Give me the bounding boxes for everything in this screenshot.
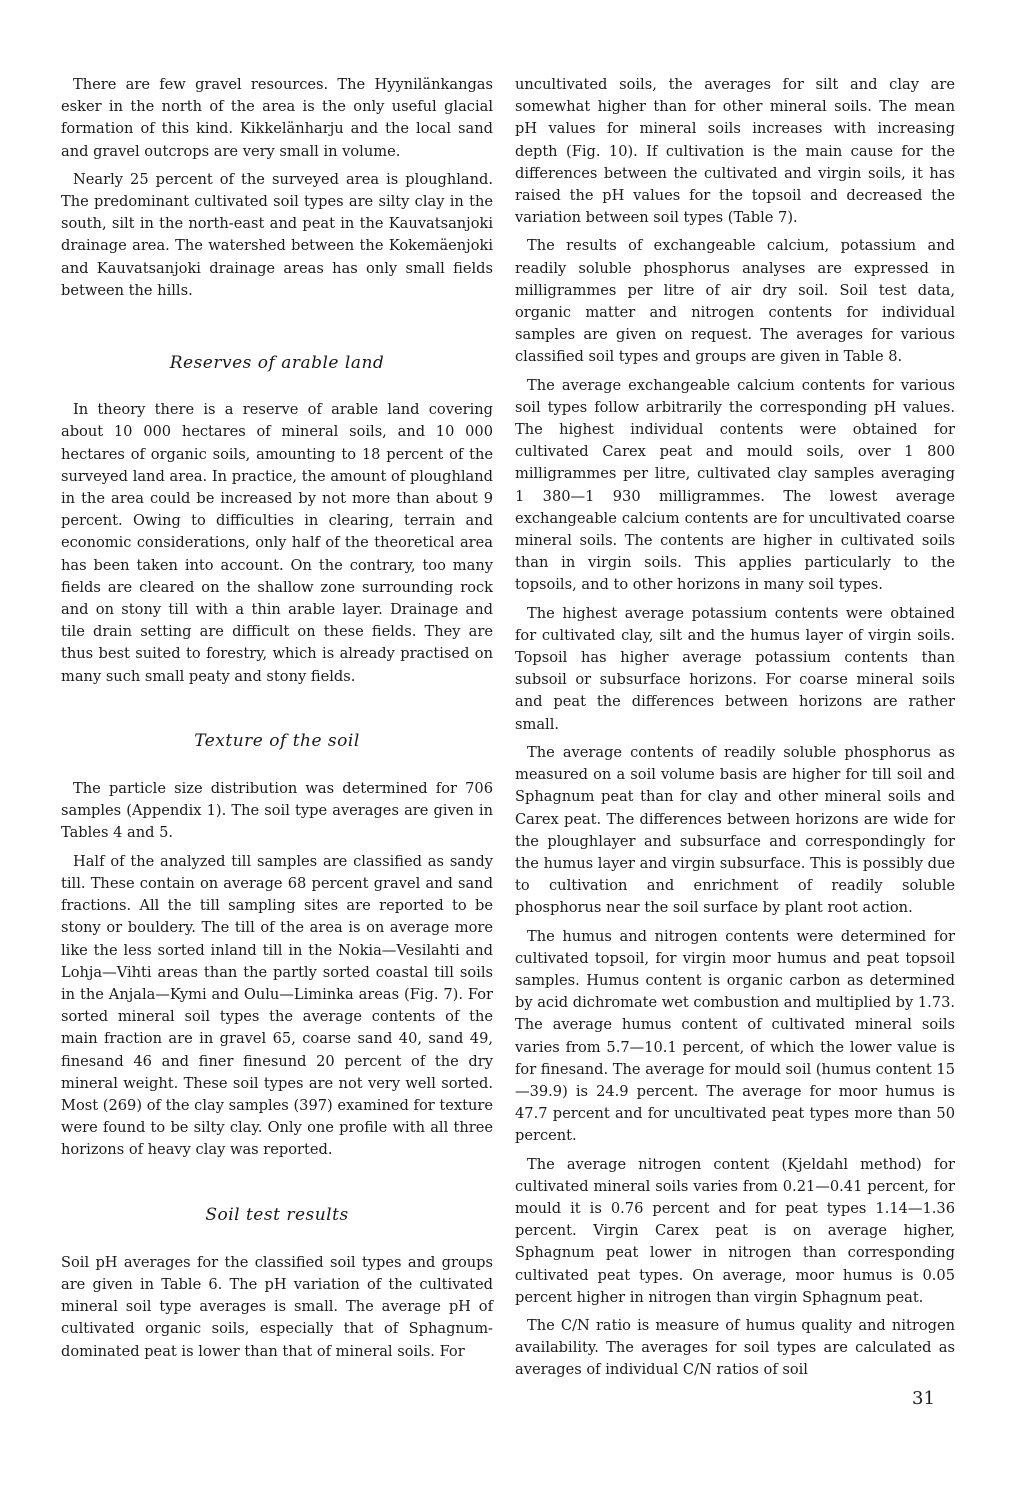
paragraph-till-samples: Half of the analyzed till samples are classified as sandy till. These contain on average 68 percent gravel and sand fractions. All the till sampling sites are reported to be stony or bouldery. The till of the area is on average more like the less sorted inland till in the Nokia—Vesilahti and Lohja—Vihti areas than the partly sorted coastal till soils in the Anjala—Kymi and Oulu—Liminka areas (Fig. 7). For sorted mineral soil types the average contents of the main fraction are in gravel 65, coarse sand 40, sand 49, finesand 46 and finer finesund 20 percent of the dry mineral weight. These soil types are not very well sorted. Most (269) of the clay samples (397) examined for texture were found to be silty clay. Only one profile with all three horizons of heavy clay was reported. [61, 852, 493, 1159]
paragraph-gravel-resources: There are few gravel resources. The Hyynilänkangas esker in the north of the area is the only useful glacial formation of this kind. Kikkelänharju and the local sand and gravel outcrops are very small in volume. [61, 76, 493, 160]
page-number: 31 [912, 1388, 935, 1409]
paragraph-nitrogen-content: The average nitrogen content (Kjeldahl method) for cultivated mineral soils varies from 0.21—0.41 percent, for mould it is 0.76 percent and for peat types 1.14—1.36 percent. Virgin Carex peat is on average higher, Sphagnum peat lower in nitrogen than corresponding cultivated peat types. On average, moor humus is 0.05 percent higher in nitrogen than virgin Sphagnum peat. [515, 1155, 955, 1306]
paragraph-particle-size: The particle size distribution was determined for 706 samples (Appendix 1). The soil type averages are given in Tables 4 and 5. [61, 780, 493, 842]
paragraph-calcium: The average exchangeable calcium contents for various soil types follow arbitrarily the corresponding pH values. The highest individual contents were obtained for cultivated Carex peat and mould soils, over 1 800 milligrammes per litre, cultivated clay samples averaging 1 380—1 930 milligrammes. The lowest average exchangeable calcium contents are for uncultivated coarse mineral soils. The contents are higher in cultivated soils than in virgin soils. This applies particularly to the topsoils, and to other horizons in many soil types. [515, 376, 955, 594]
paragraph-exchangeable-results: The results of exchangeable calcium, potassium and readily soluble phosphorus analyses are expressed in milligrammes per litre of air dry soil. Soil test data, organic matter and nitrogen contents for individual samples are given on request. The averages for various classified soil types and groups are given in Table 8. [515, 237, 955, 366]
heading-soil-test-results: Soil test results [205, 1204, 349, 1225]
paragraph-ploughland: Nearly 25 percent of the surveyed area is ploughland. The predominant cultivated soil types are silty clay in the south, silt in the north-east and peat in the Kauvatsanjoki drainage area. The watershed between the Kokemäenjoki and Kauvatsanjoki drainage areas has only small fields between the hills. [61, 170, 493, 299]
right-column [515, 74, 955, 1388]
paragraph-potassium: The highest average potassium contents were obtained for cultivated clay, silt and the humus layer of virgin soils. Topsoil has higher average potassium contents than subsoil or subsurface horizons. For coarse mineral soils and peat the differences between horizons are rather small. [515, 604, 955, 733]
heading-reserves-of-arable-land: Reserves of arable land [169, 353, 385, 374]
left-column [61, 74, 493, 1369]
paragraph-soil-ph: Soil pH averages for the classified soil types and groups are given in Table 6. The pH variation of the cultivated mineral soil type averages is small. The average pH of cultivated organic soils, especially that of Sphagnum-dominated peat is lower than that of mineral soils. For [61, 1253, 493, 1360]
heading-texture-of-the-soil: Texture of the soil [194, 730, 360, 751]
paragraph-arable-reserve: In theory there is a reserve of arable land covering about 10 000 hectares of mineral soils, and 10 000 hectares of organic soils, amounting to 18 percent of the surveyed land area. In practice, the amount of ploughland in the area could be increased by not more than about 9 percent. Owing to difficulties in clearing, terrain and economic considerations, only half of the theoretical area has been taken into account. On the contrary, too many fields are cleared on the shallow zone surrounding rock and on stony till with a thin arable layer. Drainage and tile drain setting are difficult on these fields. They are thus best suited to forestry, which is already practised on many such small peaty and stony fields. [61, 401, 493, 685]
paragraph-humus-nitrogen: The humus and nitrogen contents were determined for cultivated topsoil, for virgin moor humus and peat topsoil samples. Humus content is organic carbon as determined by acid dichromate wet combustion and multiplied by 1.73. The average humus content of cultivated mineral soils varies from 5.7—10.1 percent, of which the lower value is for finesand. The average for mould soil (humus content 15—39.9) is 24.9 percent. The average for moor humus is 47.7 percent and for uncultivated peat types more than 50 percent. [515, 927, 955, 1145]
paragraph-phosphorus: The average contents of readily soluble phosphorus as measured on a soil volume basis are higher for till soil and Sphagnum peat than for clay and other mineral soils and Carex peat. The differences between horizons are wide for the ploughlayer and subsurface and correspondingly for the humus layer and virgin subsurface. This is possibly due to cultivation and enrichment of readily soluble phosphorus near the soil surface by plant root action. [515, 743, 955, 917]
paragraph-uncultivated-soils: uncultivated soils, the averages for silt and clay are somewhat higher than for other mineral soils. The mean pH values for mineral soils increases with increasing depth (Fig. 10). If cultivation is the main cause for the differences between the cultivated and virgin soils, it has raised the pH values for the topsoil and decreased the variation between soil types (Table 7). [515, 76, 955, 227]
paragraph-cn-ratio: The C/N ratio is measure of humus quality and nitrogen availability. The averages for soil types are calculated as averages of individual C/N ratios of soil [515, 1316, 955, 1379]
